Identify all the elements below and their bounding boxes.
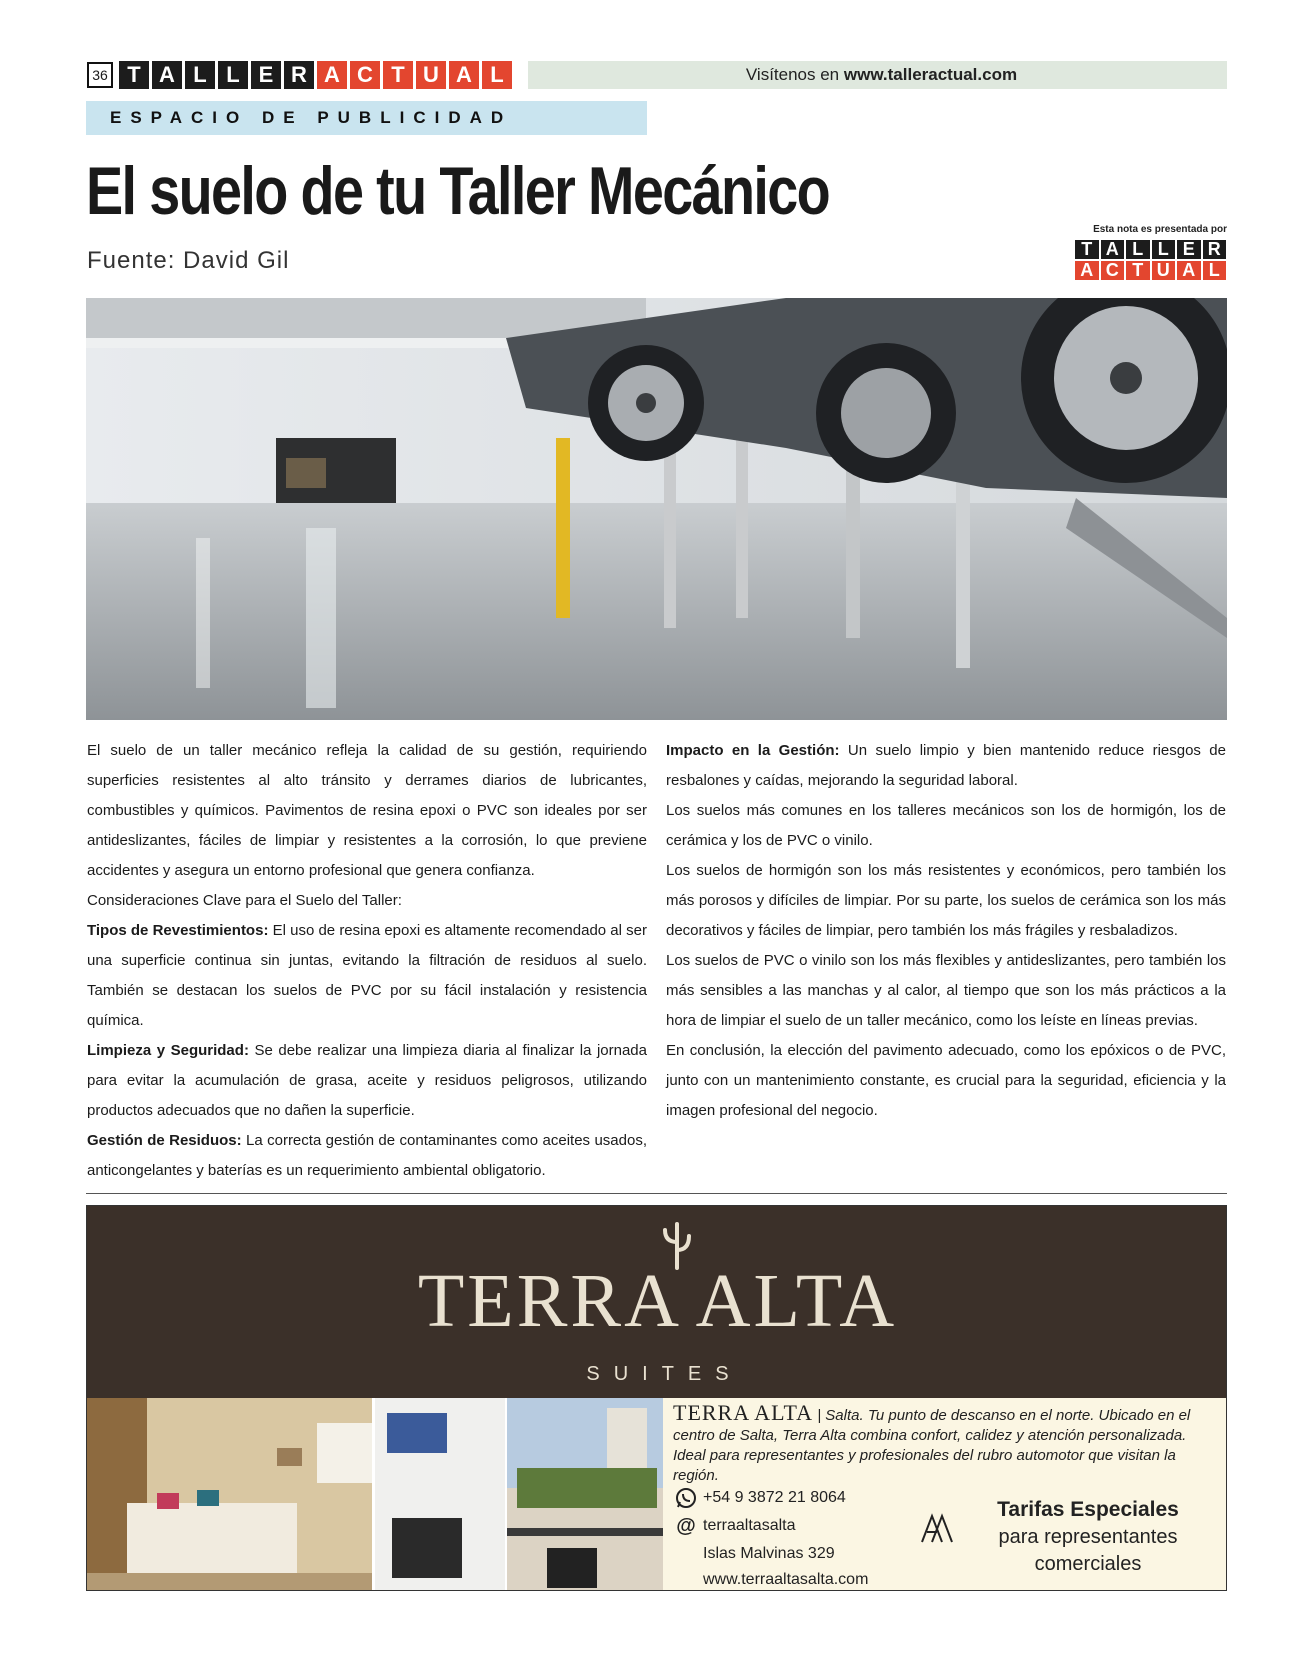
sponsor-letter: U bbox=[1152, 261, 1176, 280]
brand-letter: L bbox=[482, 61, 512, 89]
paragraph-text: Los suelos de PVC o vinilo son los más flexibles y antideslizantes, pero también los más sensibles a las manchas y al calor, al tiempo que son los más prácticos a la hora de limpiar el suelo de un taller mecánico, como los leíste en líneas previas. bbox=[666, 952, 1226, 1029]
phone-contact[interactable] bbox=[675, 1486, 846, 1510]
paragraph bbox=[666, 1036, 1226, 1126]
whatsapp-icon bbox=[675, 1487, 697, 1509]
paragraph bbox=[87, 916, 647, 1036]
website-contact[interactable] bbox=[703, 1568, 868, 1591]
section-label: ESPACIO DE PUBLICIDAD bbox=[86, 101, 647, 135]
paragraph-lead: Impacto en la Gestión: bbox=[666, 742, 840, 759]
brand-letter: A bbox=[449, 61, 479, 89]
article-column-left bbox=[87, 736, 647, 1186]
brand-letter: C bbox=[350, 61, 380, 89]
visit-banner bbox=[528, 61, 1227, 89]
rates-line: comerciales bbox=[1034, 1553, 1142, 1575]
social-contact[interactable] bbox=[675, 1514, 796, 1538]
article-title: El suelo de tu Taller Mecánico bbox=[86, 153, 830, 229]
paragraph-text: En conclusión, la elección del pavimento adecuado, como los epóxicos o de PVC, junto con un mantenimiento constante, es crucial para la seguridad, eficiencia y la imagen profesional del negocio. bbox=[666, 1042, 1226, 1119]
ad-desc-text: | Salta. Tu punto de descanso en el norte. Ubicado en el centro de Salta, Terra Alta combina confort, calidez y atención personalizada. Ideal para representantes y profesionales del rubro automotor que visitan la región. bbox=[673, 1407, 1191, 1484]
ad-brand-subtitle: SUITES bbox=[586, 1363, 743, 1385]
brand-letter: T bbox=[383, 61, 413, 89]
divider bbox=[86, 1193, 1227, 1194]
sponsor-letter: L bbox=[1152, 240, 1176, 259]
special-rates bbox=[963, 1496, 1213, 1578]
paragraph-lead: Tipos de Revestimientos: bbox=[87, 922, 269, 939]
brand-letter: U bbox=[416, 61, 446, 89]
sponsor-letter: A bbox=[1075, 261, 1099, 280]
sponsor-letter: A bbox=[1101, 240, 1125, 259]
sponsor-letter: L bbox=[1203, 261, 1227, 280]
article-source: Fuente: David Gil bbox=[87, 247, 290, 274]
workshop-photo-drawing bbox=[86, 298, 1227, 720]
brand-logo bbox=[119, 61, 512, 89]
sponsor-letter: T bbox=[1126, 261, 1150, 280]
paragraph-text: La correcta gestión de contaminantes como aceites usados, anticongelantes y baterías es un requerimiento ambiental obligatorio. bbox=[87, 1132, 647, 1179]
paragraph bbox=[666, 946, 1226, 1036]
rates-title: Tarifas Especiales bbox=[997, 1498, 1179, 1521]
brand-letter: A bbox=[152, 61, 182, 89]
visit-url-link[interactable]: www.talleractual.com bbox=[843, 65, 1018, 84]
paragraph-text: Consideraciones Clave para el Suelo del Taller: bbox=[87, 892, 402, 909]
article-column-right bbox=[666, 736, 1226, 1126]
sponsor-letter: T bbox=[1075, 240, 1099, 259]
presented-by-label: Esta nota es presentada por bbox=[1093, 224, 1227, 235]
sponsor-letter: R bbox=[1203, 240, 1227, 259]
sponsor-logo bbox=[1075, 240, 1227, 282]
paragraph-lead: Limpieza y Seguridad: bbox=[87, 1042, 249, 1059]
rates-line: para representantes bbox=[998, 1526, 1178, 1548]
page-number: 36 bbox=[87, 62, 113, 88]
paragraph bbox=[87, 736, 647, 886]
ad-info-panel bbox=[663, 1398, 1227, 1591]
paragraph bbox=[666, 856, 1226, 946]
phone-number: +54 9 3872 21 8064 bbox=[703, 1489, 846, 1506]
paragraph-lead: Gestión de Residuos: bbox=[87, 1132, 242, 1149]
sponsor-letter: C bbox=[1101, 261, 1125, 280]
workshop-photo bbox=[86, 298, 1227, 720]
hotel-photos-drawing bbox=[87, 1398, 663, 1591]
brand-letter: E bbox=[251, 61, 281, 89]
brand-letter: L bbox=[218, 61, 248, 89]
paragraph-text: Los suelos más comunes en los talleres mecánicos son los de hormigón, los de cerámica y los de PVC o vinilo. bbox=[666, 802, 1226, 849]
paragraph bbox=[666, 796, 1226, 856]
ad-desc-brand: TERRA ALTA bbox=[673, 1400, 814, 1425]
ad-banner bbox=[87, 1206, 1227, 1398]
brand-letter: L bbox=[185, 61, 215, 89]
address-contact bbox=[703, 1542, 835, 1566]
paragraph-text: Los suelos de hormigón son los más resistentes y económicos, pero también los más porosos y difíciles de limpiar. Por su parte, los suelos de cerámica son los más decorativos y fáciles de limpiar, pero también los más frágiles y resbaladizos. bbox=[666, 862, 1226, 939]
paragraph-text: Se debe realizar una limpieza diaria al finalizar la jornada para evitar la acumulación de grasa, aceite y residuos peligrosos, utilizando productos adecuados que no dañen la superficie. bbox=[87, 1042, 647, 1119]
address-text: Islas Malvinas 329 bbox=[703, 1545, 835, 1562]
terra-alta-monogram-icon bbox=[918, 1510, 954, 1546]
website-link[interactable]: www.terraaltasalta.com bbox=[703, 1571, 869, 1588]
paragraph-text: Un suelo limpio y bien mantenido reduce riesgos de resbalones y caídas, mejorando la seguridad laboral. bbox=[666, 742, 1226, 789]
social-handle: terraaltasalta bbox=[703, 1517, 796, 1534]
paragraph bbox=[87, 1036, 647, 1126]
sponsor-letter: L bbox=[1126, 240, 1150, 259]
paragraph-text: El suelo de un taller mecánico refleja la calidad de su gestión, requiriendo superficies resistentes al alto tránsito y derrames diarios de lubricantes, combustibles y químicos. Pavimentos de resina epoxi o PVC son ideales por ser antideslizantes, fáciles de limpiar y resistentes a la corrosión, lo que previene accidentes y asegura un entorno profesional que genera confianza. bbox=[87, 742, 647, 879]
brand-letter: A bbox=[317, 61, 347, 89]
brand-letter: T bbox=[119, 61, 149, 89]
brand-letter: R bbox=[284, 61, 314, 89]
visit-prefix: Visítenos en bbox=[745, 65, 844, 84]
paragraph-text: El uso de resina epoxi es altamente recomendado al ser una superficie continua sin juntas, evitando la filtración de residuos al suelo. También se destacan los suelos de PVC por su fácil instalación y resistencia química. bbox=[87, 922, 647, 1029]
paragraph bbox=[87, 886, 647, 916]
ad-brand-name: TERRA ALTA bbox=[417, 1259, 898, 1343]
sponsor-letter: E bbox=[1177, 240, 1201, 259]
ad-description bbox=[673, 1402, 1221, 1486]
terra-alta-ad[interactable] bbox=[86, 1205, 1227, 1591]
paragraph bbox=[87, 1126, 647, 1186]
hotel-photos bbox=[87, 1398, 663, 1591]
sponsor-letter: A bbox=[1177, 261, 1201, 280]
at-icon: @ bbox=[676, 1515, 696, 1537]
paragraph bbox=[666, 736, 1226, 796]
